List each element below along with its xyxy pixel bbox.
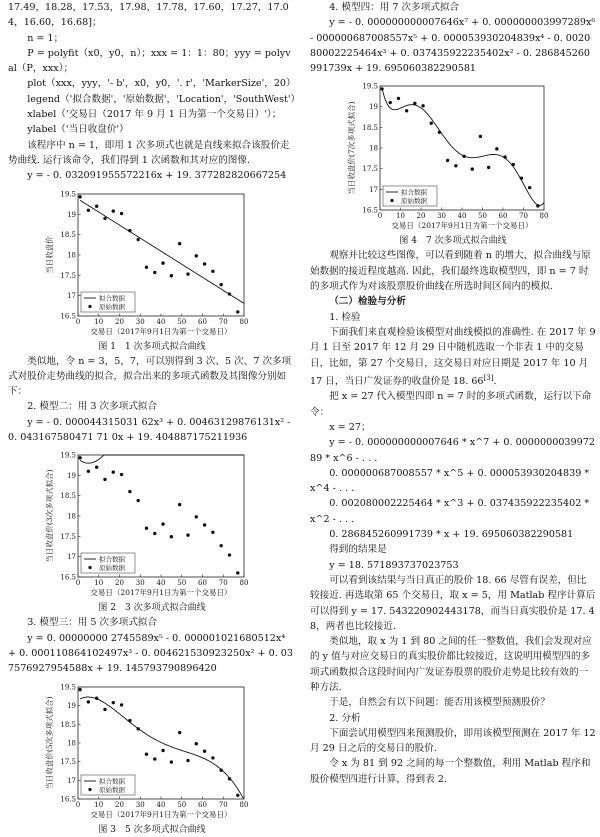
data-point: [528, 186, 531, 189]
y-tick-label: 16.5: [60, 573, 76, 582]
data-point: [78, 195, 81, 198]
data-point: [195, 742, 198, 745]
x-tick-label: 30: [135, 800, 145, 809]
y-tick-label: 17: [67, 553, 76, 562]
legend-point-swatch: [88, 304, 91, 307]
y-tick-label: 18.5: [60, 492, 76, 501]
x-tick-label: 30: [437, 212, 446, 221]
data-point: [120, 211, 123, 214]
y-tick-label: 18: [67, 251, 76, 260]
x-tick-label: 80: [239, 317, 249, 326]
y-tick-label: 18.5: [60, 230, 76, 239]
code-line: n = 1；: [27, 32, 64, 44]
paragraph: 于是，自然会有以下问题：能否用该模型预测股价？: [329, 697, 550, 709]
code-line: 0. 002080002225464 * x^3 + 0. 037435922235402 * x^2 - . . .: [310, 498, 593, 525]
y-tick-label: 17.5: [362, 165, 378, 174]
paragraph: 下面尝试用模型四来预测股价，即用该模型预测在 2017 年 12 月 29 日之后的交易日的股价.: [310, 727, 599, 755]
x-tick-label: 40: [156, 317, 166, 326]
legend-label-raw: 原始数据: [99, 302, 125, 311]
data-point: [195, 515, 198, 518]
data-point: [87, 208, 90, 211]
subsection-heading: 2. 分析: [329, 712, 361, 724]
data-point: [170, 760, 173, 763]
figure-4: [310, 80, 596, 232]
equation: y = - 0. 000000000007646x⁷ + 0. 000000003997289x⁶ - 000000687008557x⁵ + 0. 000053930204839x⁴ - 0. 002080002225464x³ + 0. 037435922235402x² - 0. 286845260991739x + 19. 695060382290581: [310, 17, 599, 75]
x-tick-label: 50: [478, 212, 487, 221]
x-tick-label: 40: [156, 800, 166, 809]
y-axis-label: 当日收盘价(5次多项式拟合): [45, 695, 54, 790]
data-point: [438, 131, 441, 134]
left-column: [8, 0, 301, 837]
equation: y = - 0. 000044315031 62x³ + 0. 00463129876131x² - 0. 043167580471 71 0x + 19. 404887175211936: [8, 416, 294, 444]
legend-label-raw: 原始数据: [401, 197, 427, 206]
y-tick-label: 17.5: [60, 533, 76, 542]
data-point: [145, 527, 148, 530]
data-point: [536, 205, 539, 208]
data-point: [186, 272, 189, 275]
x-tick-label: 20: [115, 579, 124, 588]
data-point: [203, 524, 206, 527]
data-point: [512, 163, 515, 166]
model-heading: 2. 模型二：用 3 次多项式拟合: [27, 401, 158, 413]
data-point: [128, 718, 131, 721]
fit-curve: [80, 200, 244, 303]
data-point: [170, 274, 173, 277]
legend-point-swatch: [88, 566, 91, 569]
data-point: [136, 499, 139, 502]
x-tick-label: 60: [198, 317, 207, 326]
code-line: 17.49，18.28，17.53，17.98，17.78，17.60，17.27，17.04，16.60，16.68]；: [8, 2, 289, 29]
data-point: [153, 532, 156, 535]
figure-4-chart: [310, 80, 596, 232]
data-point: [103, 478, 106, 481]
data-point: [228, 554, 231, 557]
x-tick-label: 30: [135, 317, 145, 326]
legend-point-swatch: [390, 199, 393, 202]
x-tick-label: 0: [75, 800, 81, 809]
legend-label-fit: 拟合数据: [99, 294, 125, 303]
x-tick-label: 40: [457, 212, 467, 221]
y-tick-label: 19: [67, 210, 76, 219]
data-point: [454, 165, 457, 168]
citation-ref: [3]: [483, 373, 494, 382]
subsection-heading: 1. 检验: [329, 311, 361, 323]
data-point: [112, 701, 115, 704]
data-point: [120, 703, 123, 706]
data-point: [95, 466, 98, 469]
data-point: [112, 471, 115, 474]
data-point: [236, 310, 239, 313]
y-tick-label: 19: [67, 472, 76, 481]
x-axis-label: 交易日（2017年9月1日为第一个交易日）: [90, 588, 232, 598]
data-point: [413, 102, 416, 105]
y-tick-label: 18: [369, 144, 378, 153]
y-tick-label: 19.5: [60, 683, 76, 692]
code-line: xlabel（'交易日（2017 年 9 月 1 日为第一个交易日）'）；: [27, 109, 282, 121]
code-line: plot（xxx，yyy，'- b'，x0，y0，'. r'，'MarkerSize'，20）: [27, 78, 296, 90]
x-tick-label: 0: [377, 212, 383, 221]
data-point: [178, 503, 181, 506]
y-tick-label: 19: [67, 701, 76, 710]
legend-label-fit: 拟合数据: [401, 188, 427, 197]
x-tick-label: 10: [94, 317, 104, 326]
paragraph: 该程序中 n = 1，即用 1 次多项式也就是直线来拟合该股价走势曲线. 运行该命令，我们得到 1 次函数和其对应的图像.: [8, 139, 290, 166]
data-point: [471, 168, 474, 171]
x-tick-label: 30: [135, 579, 145, 588]
data-point: [203, 749, 206, 752]
data-point: [405, 110, 408, 113]
data-point: [211, 756, 214, 759]
data-point: [145, 265, 148, 268]
y-tick-label: 19.5: [60, 190, 76, 199]
result-value: y = 18. 571893737023753: [329, 559, 459, 571]
code-line: ylabel（'当日收盘价'）: [27, 124, 129, 136]
data-point: [103, 216, 106, 219]
data-point: [211, 269, 214, 272]
code-line: P = polyfit（x0，y0，n）；xxx = 1：1：80；yyy = polyval（P，xxx）；: [8, 47, 291, 75]
paragraph: 可以看到该结果与当日真正的股价 18. 66 尽管有误差，但比较接近. 再选取第 65 个交易日，取 x = 5，用 Matlab 程序计算后可以得到 y = 17. 543220902443178，而当日真实股价是 17. 48，两者也比较接近.: [310, 574, 596, 632]
data-point: [95, 696, 98, 699]
x-tick-label: 0: [75, 579, 81, 588]
figure-1: [8, 188, 296, 338]
y-tick-label: 17.5: [60, 271, 76, 280]
data-point: [136, 237, 139, 240]
code-line: 0. 286845260991739 * x + 19. 695060382290581: [329, 529, 574, 541]
data-point: [211, 531, 214, 534]
x-axis-label: 交易日（2017年9月1日为第一个交易日）: [391, 221, 533, 231]
paragraph: 把 x = 27 代入模型四即 n = 7 时的多项式函数，运行以下命令：: [310, 391, 592, 418]
paragraph: 观察并比较这些图像，可以看到随着 n 的增大，拟合曲线与原始数据的接近程度越高. 因此，我们最终选取模型四，即 n = 7 时的多项式作为对该股票股价曲线在所选时间区间内的模拟.: [310, 250, 591, 293]
figure-2-caption: 图 2 3 次多项式拟合曲线: [98, 603, 206, 614]
data-point: [421, 105, 424, 108]
data-point: [145, 752, 148, 755]
model-heading: 3. 模型三：用 5 次多项式拟合: [27, 617, 158, 629]
x-tick-label: 50: [177, 317, 187, 326]
x-tick-label: 10: [94, 579, 104, 588]
data-point: [380, 88, 383, 91]
data-point: [161, 261, 164, 264]
x-tick-label: 70: [218, 800, 228, 809]
x-tick-label: 80: [539, 212, 549, 221]
x-axis-label: 交易日（2017年9月1日为第一个交易日）: [90, 809, 232, 819]
data-point: [136, 727, 139, 730]
data-point: [170, 535, 173, 538]
data-point: [128, 490, 131, 493]
section-heading: （二）检验与分析: [329, 296, 406, 308]
figure-3: [8, 681, 296, 821]
data-point: [153, 757, 156, 760]
figure-4-caption: 图 4 7 次多项式拟合曲线: [399, 236, 507, 247]
data-point: [120, 473, 123, 476]
y-tick-label: 18.5: [60, 720, 76, 729]
fit-curve: [80, 455, 244, 463]
data-point: [128, 228, 131, 231]
data-point: [203, 262, 206, 265]
legend-label-fit: 拟合数据: [99, 555, 125, 564]
x-tick-label: 80: [239, 579, 249, 588]
data-point: [219, 283, 222, 286]
code-line: legend（'拟合数据'，'原始数据'，'Location'，'SouthWest'）: [27, 93, 301, 105]
figure-2-chart: [8, 449, 296, 599]
data-point: [78, 687, 81, 690]
y-tick-label: 19.5: [60, 451, 76, 460]
data-point: [186, 534, 189, 537]
x-tick-label: 0: [75, 317, 81, 326]
legend-label-raw: 原始数据: [99, 785, 125, 794]
data-point: [236, 793, 239, 796]
y-tick-label: 19: [369, 103, 378, 112]
paragraph: 类似地，令 n = 3，5，7，可以别得到 3 次、5 次、7 次多项式对股价走势曲线的拟合，拟合出来的多项式函数及其图像分别如下：: [8, 355, 292, 398]
data-point: [87, 700, 90, 703]
x-tick-label: 20: [416, 212, 426, 221]
figure-3-caption: 图 3 5 次多项式拟合曲线: [98, 824, 206, 835]
code-line: y = - 0. 000000000007646 * x^7 + 0. 000000003997289 * x^6 - . . .: [310, 437, 595, 464]
data-point: [112, 209, 115, 212]
data-point: [389, 101, 392, 104]
x-tick-label: 70: [519, 212, 528, 221]
data-point: [186, 758, 189, 761]
result-label: 得到的结果是: [329, 544, 387, 556]
x-tick-label: 10: [94, 800, 104, 809]
right-column: [310, 0, 599, 787]
x-tick-label: 20: [115, 800, 124, 809]
data-point: [103, 707, 106, 710]
data-point: [153, 270, 156, 273]
paragraph-text: 下面我们来直观检验该模型对曲线模拟的准确性. 在 2017 年 9 月 1 日至 2017 年 12 月 29 日中随机选取一个非表 1 中的交易日，比如，第 27 个交易日，这交易日对应日期是 2017 年 10 月 17 日，当日广发证券的收盘价是 18. 66: [310, 326, 599, 388]
figure-3-chart: [8, 681, 296, 821]
legend-point-swatch: [88, 787, 91, 790]
x-tick-label: 10: [396, 212, 405, 221]
x-tick-label: 40: [156, 579, 166, 588]
y-tick-label: 17.5: [60, 757, 76, 766]
x-tick-label: 60: [498, 212, 508, 221]
data-point: [520, 177, 523, 180]
y-tick-label: 17: [67, 776, 76, 785]
y-tick-label: 18: [67, 739, 76, 748]
data-point: [78, 456, 81, 459]
data-point: [87, 470, 90, 473]
figure-1-caption: 图 1 1 次多项式拟合曲线: [98, 341, 206, 352]
data-point: [495, 148, 498, 151]
data-point: [178, 730, 181, 733]
data-point: [397, 97, 400, 100]
paragraph-end: .: [493, 376, 497, 388]
y-tick-label: 16.5: [60, 795, 76, 804]
data-point: [228, 777, 231, 780]
model-heading: 4. 模型四：用 7 次多项式拟合: [329, 2, 460, 13]
y-tick-label: 16.5: [60, 312, 76, 321]
data-point: [228, 292, 231, 295]
data-point: [479, 135, 482, 138]
data-point: [430, 122, 433, 125]
y-tick-label: 18.5: [362, 124, 378, 133]
x-tick-label: 50: [177, 579, 187, 588]
code-line: 0. 000000687008557 * x^5 + 0. 000053930204839 * x^4 - . . .: [310, 467, 593, 495]
y-tick-label: 17: [369, 186, 378, 195]
paragraph: 令 x 为 81 到 92 之间的每一个整数值，利用 Matlab 程序和股价模型四进行计算，得到表 2.: [310, 758, 591, 785]
y-tick-label: 18: [67, 512, 76, 521]
data-point: [178, 241, 181, 244]
y-tick-label: 19.5: [362, 82, 378, 91]
data-point: [236, 572, 239, 575]
data-point: [503, 156, 506, 159]
data-point: [487, 166, 490, 169]
x-tick-label: 20: [115, 317, 124, 326]
paragraph: [310, 325, 599, 389]
legend-label-fit: 拟合数据: [99, 777, 125, 786]
data-point: [462, 155, 465, 158]
y-axis-label: 当日收盘价(3次多项式拟合): [45, 469, 54, 563]
data-point: [161, 523, 164, 526]
legend-label-raw: 原始数据: [99, 564, 125, 573]
paragraph: 类似地，取 x 为 1 到 80 之间的任一整数值，我们会发现对应的 y 值与对应交易日的真实股价都比较接近，这说明用模型四的多项式函数拟合这段时间内广发证券股票的股价走势是比较有效的一种方法.: [310, 636, 592, 693]
y-tick-label: 17: [67, 291, 76, 300]
data-point: [161, 748, 164, 751]
x-tick-label: 50: [177, 800, 187, 809]
figure-1-chart: [8, 188, 296, 338]
x-tick-label: 60: [198, 579, 207, 588]
x-tick-label: 80: [239, 800, 249, 809]
data-point: [95, 204, 98, 207]
equation: y = - 0. 032091955572216x + 19. 377282820667254: [27, 170, 287, 182]
data-point: [446, 159, 449, 162]
x-axis-label: 交易日（2017年9月1日为第一个交易日）: [90, 326, 232, 336]
y-tick-label: 16.5: [362, 206, 378, 215]
data-point: [195, 254, 198, 257]
x-tick-label: 60: [198, 800, 207, 809]
code-line: x = 27；: [329, 421, 371, 433]
equation: y = 0. 00000000 2745589x⁵ - 0. 000001021680512x⁴ + 0. 000110864102497x³ - 0. 004621530923250x² + 0. 037576927954588x + 19. 145793790896420: [8, 632, 294, 675]
y-axis-label: 当日收盘价(7次多项式拟合): [347, 101, 356, 196]
data-point: [219, 768, 222, 771]
x-tick-label: 70: [218, 317, 228, 326]
data-point: [219, 544, 222, 547]
x-tick-label: 70: [218, 579, 228, 588]
figure-2: [8, 449, 296, 599]
y-axis-label: 当日收盘价: [45, 235, 54, 274]
